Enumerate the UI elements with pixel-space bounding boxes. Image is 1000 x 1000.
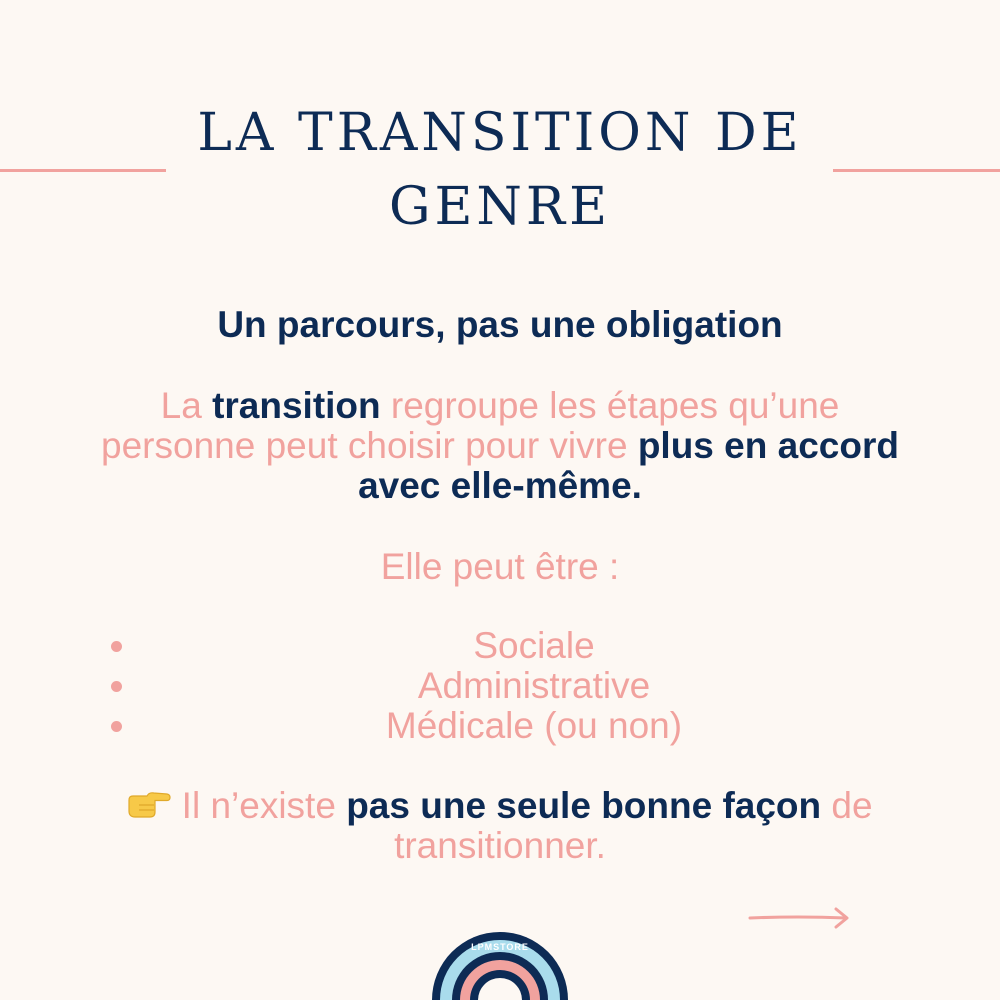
list-item: [0, 666, 1000, 706]
definition-paragraph: [90, 386, 910, 506]
list-item-label: Administrative: [417, 665, 651, 706]
page-title: [160, 96, 840, 244]
list-item: [0, 706, 1000, 746]
closing-text-1: Il n’existe: [171, 785, 347, 826]
paragraph-text-1: La: [160, 385, 213, 426]
title-line-1: LA TRANSITION DE: [197, 103, 803, 163]
closing-emphasis: pas une seule bonne façon: [346, 785, 822, 826]
bullet-icon: [111, 721, 122, 732]
subtitle: Un parcours, pas une obligation: [217, 304, 783, 345]
bullet-icon: [111, 641, 122, 652]
pointing-hand-icon: [127, 790, 171, 820]
paragraph-emphasis-accord: plus en accord avec elle-même.: [358, 425, 899, 506]
paragraph-text-2: regroupe les étapes qu’une personne peut choisir pour vivre: [101, 385, 840, 466]
list-item-label: Sociale: [473, 625, 595, 666]
decorative-line-left: [0, 169, 166, 172]
closing-text-2: de transitionner.: [394, 785, 873, 866]
bullet-icon: [111, 681, 122, 692]
decorative-line-right: [833, 169, 1000, 172]
closing-statement: [90, 786, 910, 866]
list-item-label: Médicale (ou non): [385, 705, 683, 746]
logo-text: LPMSTORE: [471, 942, 529, 952]
list-item: [0, 626, 1000, 666]
paragraph-emphasis-transition: transition: [212, 385, 381, 426]
title-line-2: GENRE: [388, 177, 612, 237]
arrow-right-icon[interactable]: [748, 904, 852, 932]
list-intro: Elle peut être :: [380, 546, 620, 587]
transition-types-list: [0, 626, 1000, 746]
brand-logo: [432, 932, 568, 1000]
